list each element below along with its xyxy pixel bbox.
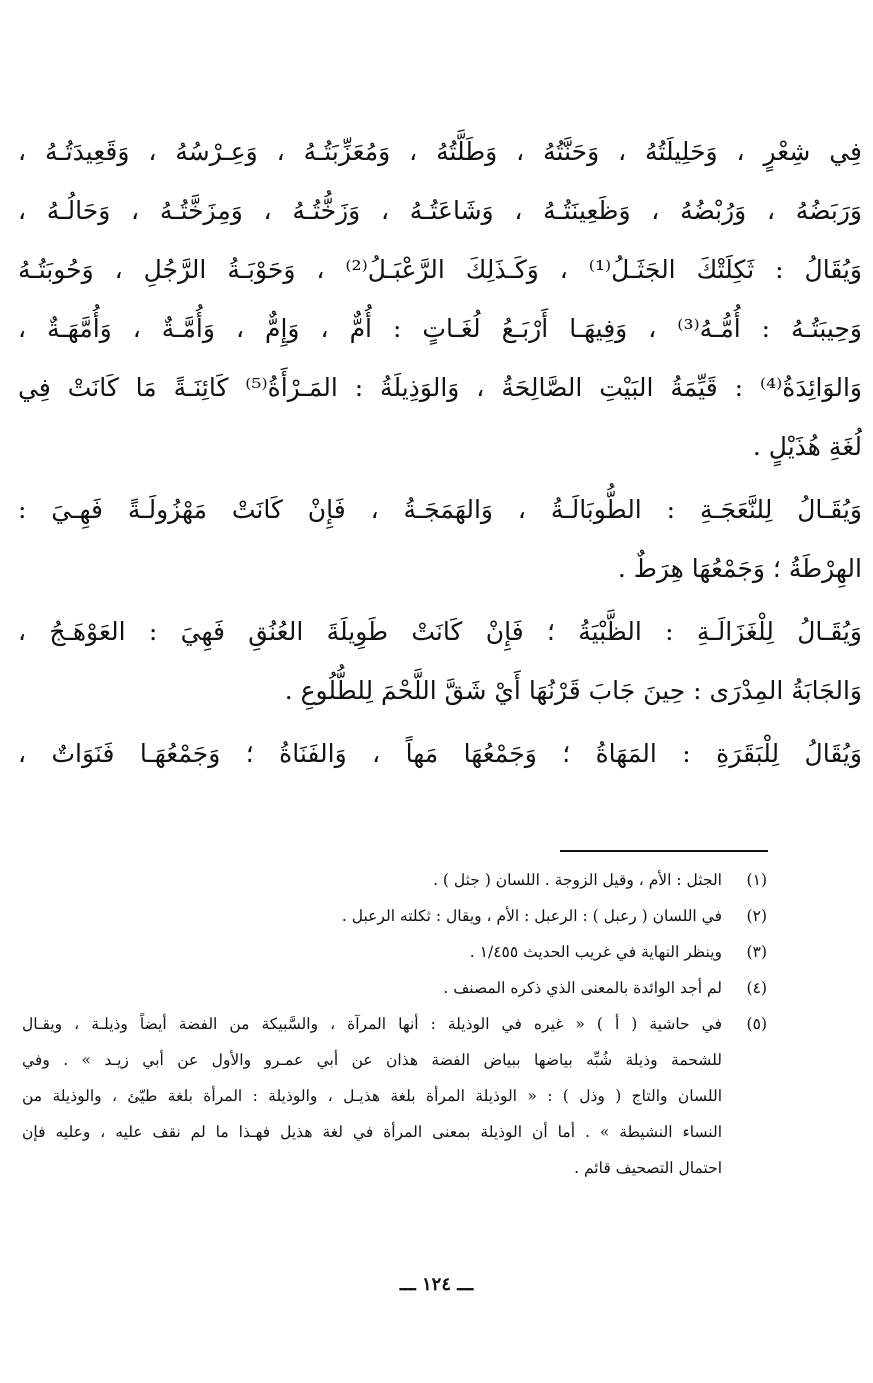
main-text (18, 122, 862, 783)
paragraph-1 (18, 122, 862, 476)
footnote-text: احتمال التصحيف قائم . (574, 1159, 722, 1177)
paragraph-2 (18, 480, 862, 598)
footnote-text: لم أجد الوائدة بالمعنى الذي ذكره المصنف . (443, 979, 722, 997)
footnote-5 (22, 1006, 767, 1186)
footnote-text: للشحمة وذيلة شُبِّه بياضها ببياض الفضة هذان عن أبي عمـرو والأول عن أبي زيـد » . وفي (22, 1051, 722, 1069)
text-line: وَيُقَـالُ لِلْغَزَالَـةِ : الظَّبْيَةُ ؛ فَإِنْ كَانَتْ طَوِيلَةَ العُنُقِ فَهِيَ : العَوْهَـجُ ، (18, 617, 862, 646)
text-line: وَحِيبَتُـهُ : أُمُّـهُ⁽³⁾ ، وَفِيهَـا أَرْبَـعُ لُغَـاتٍ : أُمٌّ ، وَإِمٌّ ، وَأُمَّـةٌ ، وَأُمَّهَـةٌ ، (18, 314, 862, 343)
footnote-number: (٢) (746, 907, 767, 925)
footnote-2 (22, 898, 767, 934)
footnote-number: (٣) (746, 943, 767, 961)
footnote-1 (22, 862, 767, 898)
footnote-text: في اللسان ( رعبل ) : الرعبل : الأم ، ويقال : ثكلته الرعبل . (341, 907, 722, 925)
text-line: وَالوَائِدَةُ⁽⁴⁾ : قَيِّمَةُ البَيْتِ الصَّالِحَةُ ، وَالوَذِيلَةُ : المَـرْأَةُ⁽⁵⁾ كَائِنَـةً مَا كَانَتْ فِي (18, 373, 862, 402)
text-line: لُغَةِ هُذَيْلٍ . (752, 432, 862, 461)
text-line: وَيُقَـالُ لِلنَّعَجَـةِ : الطُّوبَالَـةُ ، وَالهَمَجَـةُ ، فَإِنْ كَانَتْ مَهْزُولَـةً فَهِـيَ : (18, 495, 862, 524)
footnote-text: في حاشية ( أ ) « غيره في الوذيلة : أنها المرآة ، والسَّبيكة من الفضة أيضاً وذيلـة ، ويقـال (22, 1015, 722, 1033)
paragraph-3 (18, 602, 862, 720)
text-line: وَالجَابَةُ المِدْرَى : حِينَ جَابَ قَرْنُهَا أَيْ شَقَّ اللَّحْمَ لِلطُّلُوعِ . (284, 676, 862, 705)
footnote-text: وينظر النهاية في غريب الحديث ١/٤٥٥ . (469, 943, 722, 961)
footnote-text: الجثل : الأم ، وقيل الزوجة . اللسان ( جثل ) . (433, 871, 722, 889)
footnote-number: (٥) (746, 1015, 767, 1033)
text-line: وَيُقَالُ لِلْبَقَرَةِ : المَهَاةُ ؛ وَجَمْعُهَا مَهاً ، وَالفَنَاةُ ؛ وَجَمْعُهَـا فَنَوَاتٌ ، (18, 739, 862, 768)
text-line: فِي شِعْرٍ ، وَحَلِيلَتُهُ ، وَحَنَّتُهُ ، وَطَلَّتُهُ ، وَمُعَزِّبَتُـهُ ، وَعِـرْسُهُ ، وَقَعِيدَتُـهُ ، (18, 137, 862, 166)
footnote-number: (١) (746, 871, 767, 889)
text-line: الهِرْطَةُ ؛ وَجَمْعُهَا هِرَطٌ . (617, 554, 862, 583)
page-number: ـــ ١٢٤ ـــ (399, 1274, 474, 1295)
paragraph-4 (18, 724, 862, 783)
footnote-separator (560, 850, 768, 852)
footnotes (22, 862, 767, 1186)
text-line: وَيُقَالُ : ثَكِلَتْكَ الجَثَـلُ⁽¹⁾ ، وَكَـذَلِكَ الرَّعْبَـلُ⁽²⁾ ، وَحَوْبَـةُ الرَّجُلِ ، وَحُوبَتُـهُ (18, 255, 862, 284)
footnote-4 (22, 970, 767, 1006)
footnote-text: النساء النشيطة » . أما أن الوذيلة بمعنى المرأة في لغة هذيل فهـذا ما لم نقف عليه ، وعليه فإن (22, 1123, 722, 1141)
footnote-number: (٤) (746, 979, 767, 997)
footnote-text: اللسان والتاج ( وذل ) : « الوذيلة المرأة بلغة هذيـل ، والوذيلة : المرأة بلغة طيّئ ، والوذيلة من (22, 1087, 722, 1105)
text-line: وَرَبَضُهُ ، وَرُبْضُهُ ، وَظَعِينَتُـهُ ، وَشَاعَتُـهُ ، وَزَخُّتُـهُ ، وَمِزَخَّتُـهُ ، وَحَالُـهُ ، (18, 196, 862, 225)
footnote-3 (22, 934, 767, 970)
